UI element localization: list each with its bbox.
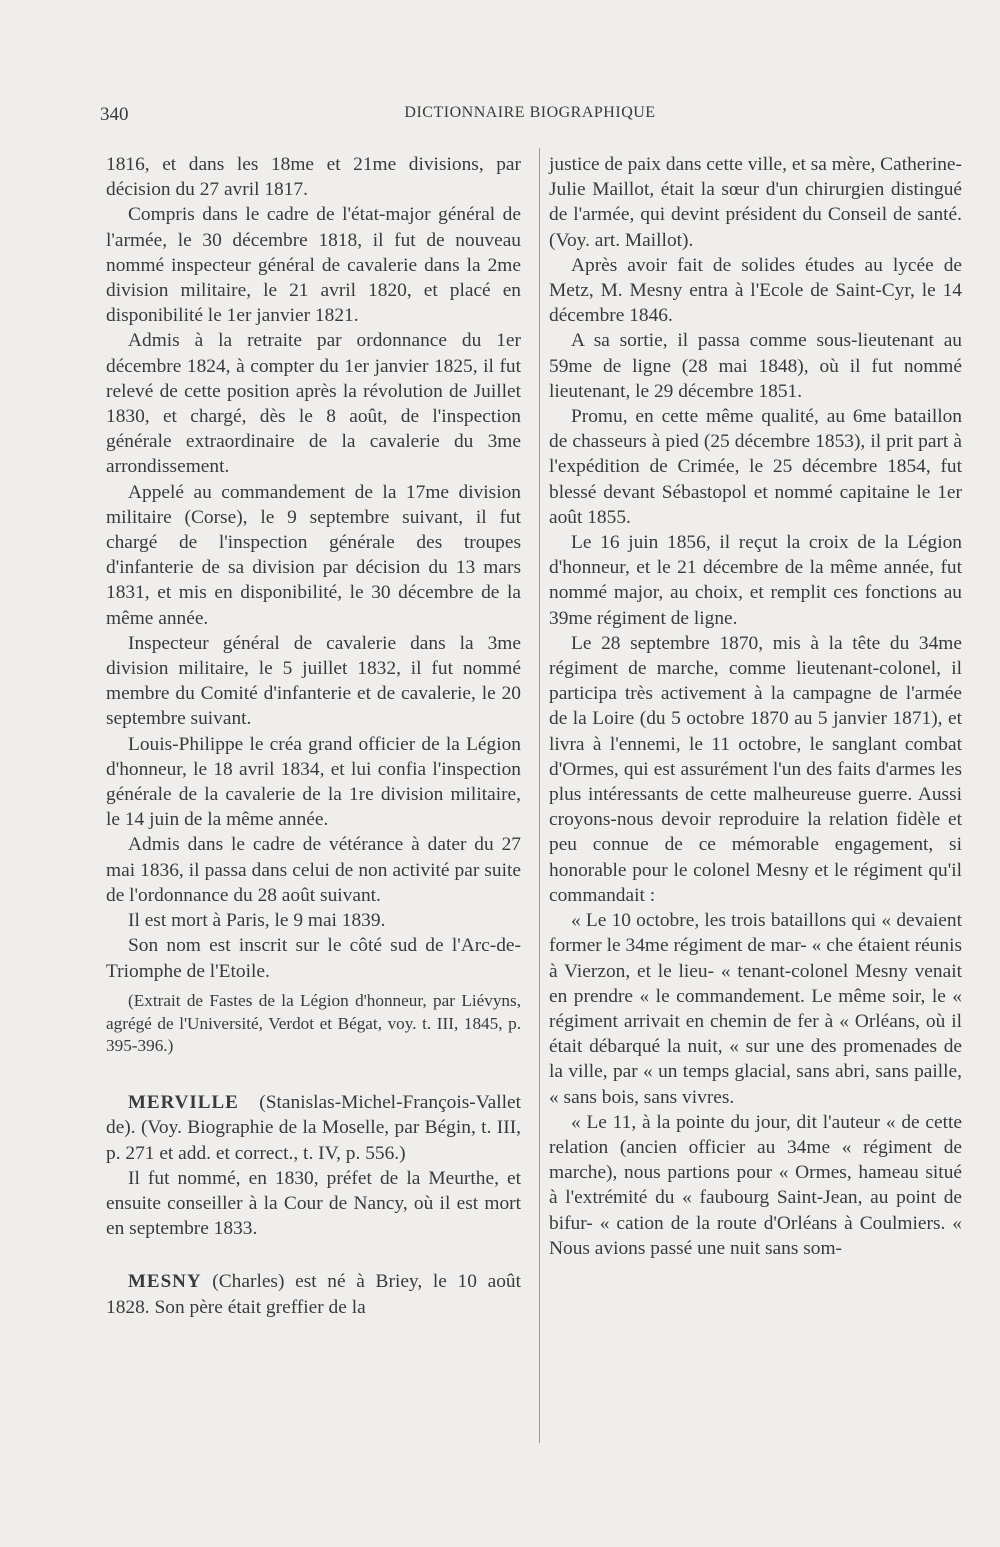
entry-headword: MESNY — [128, 1271, 202, 1293]
paragraph: « Le 10 octobre, les trois bataillons qui « devaient former le 34me régiment de mar- « che étaient réunis à Vierzon, et le lieu- « tenant-colonel Mesny venait en prendre « le commandement. Le même soir, le « régiment arrivait en chemin de fer à « Orléans, où il était débarqué la nuit, « sur une des promenades de la ville, par « un temps glacial, sans abri, sans paille, « sans bois, sans vivres. — [549, 910, 962, 1108]
paragraph: Le 16 juin 1856, il reçut la croix de la Légion d'honneur, et le 21 décembre de la même année, fut nommé major, au choix, et remplit ces fonctions au 39me régiment de ligne. — [549, 532, 962, 629]
entry-text: (Stanislas-Michel-François-Vallet de). (Voy. Biographie de la Moselle, par Bégin, t. III, p. 271 et add. et correct., t. IV, p. 556.) — [106, 1092, 521, 1164]
paragraph: Admis dans le cadre de vétérance à dater du 27 mai 1836, il passa dans celui de non activité par suite de l'ordonnance du 28 août suivant. — [106, 834, 521, 906]
entry-paragraph — [106, 1090, 521, 1166]
continued-paragraph: justice de paix dans cette ville, et sa mère, Catherine-Julie Maillot, était la sœur d'un chirurgien distingué de l'armée, qui devint président du Conseil de santé. (Voy. art. Maillot). — [549, 154, 962, 251]
paragraph: Appelé au commandement de la 17me division militaire (Corse), le 9 septembre suivant, il fut chargé de l'inspection générale des troupes d'infanterie de sa division par décision du 13 mars 1831, et mis en disponibilité, le 30 décembre de la même année. — [106, 481, 521, 629]
citation: (Extrait de Fastes de la Légion d'honneur, par Liévyns, agrégé de l'Université, Verdot et Bégat, voy. t. III, 1845, p. 395-396.) — [106, 990, 521, 1056]
paragraph: Son nom est inscrit sur le côté sud de l'Arc-de-Triomphe de l'Etoile. — [106, 935, 521, 982]
paragraph: « Le 11, à la pointe du jour, dit l'auteur « de cette relation (ancien officier au 34me « régiment de marche), nous partions pour « Ormes, hameau situé à l'extrémité du « faubourg Saint-Jean, au point de bifur- « cation de la route d'Orléans à Coulmiers. « Nous avions passé une nuit sans som- — [549, 1111, 962, 1259]
paragraph: Admis à la retraite par ordonnance du 1er décembre 1824, à compter du 1er janvier 1825, il fut relevé de cette position après la révolution de Juillet 1830, et chargé, dès le 8 août, de l'inspection générale extraordinaire de la cavalerie du 3me arrondissement. — [106, 330, 521, 478]
page-header — [100, 104, 960, 134]
paragraph: Compris dans le cadre de l'état-major général de l'armée, le 30 décembre 1818, il fut de nouveau nommé inspecteur général de cavalerie dans la 2me division militaire, le 21 avril 1820, et placé en disponibilité le 1er janvier 1821. — [106, 204, 521, 327]
paragraph: Il est mort à Paris, le 9 mai 1839. — [128, 910, 386, 932]
entry-text: (Charles) est né à Briey, le 10 août 1828. Son père était greffier de la — [106, 1271, 521, 1318]
paragraph: Le 28 septembre 1870, mis à la tête du 34me régiment de marche, comme lieutenant-colonel, il participa très activement à la campagne de l'armée de la Loire (du 5 octobre 1870 au 5 janvier 1871), et livra à l'ennemi, le 11 octobre, le sanglant combat d'Ormes, qui est assurément l'un des faits d'armes les plus intéressants de cette malheureuse guerre. Aussi croyons-nous devoir reproduire la relation fidèle et peu connue de ce mémorable engagement, si honorable pour le colonel Mesny et le régiment qu'il commandait : — [549, 632, 962, 906]
paragraph: A sa sortie, il passa comme sous-lieutenant au 59me de ligne (28 mai 1848), où il fut nommé lieutenant, le 29 décembre 1851. — [549, 330, 962, 402]
entry-paragraph — [106, 1269, 521, 1319]
page-number: 340 — [100, 104, 129, 125]
left-column — [106, 152, 521, 1320]
paragraph: Il fut nommé, en 1830, préfet de la Meurthe, et ensuite conseiller à la Cour de Nancy, où il est mort en septembre 1833. — [106, 1167, 521, 1240]
right-column — [549, 152, 962, 1261]
paragraph: Promu, en cette même qualité, au 6me bataillon de chasseurs à pied (25 décembre 1853), il prit part à l'expédition de Crimée, le 25 décembre 1854, fut blessé devant Sébastopol et nommé capitaine le 1er août 1855. — [549, 406, 962, 528]
paragraph: Inspecteur général de cavalerie dans la 3me division militaire, le 5 juillet 1832, il fut nommé membre du Comité d'infanterie et de cavalerie, le 20 septembre suivant. — [106, 632, 521, 730]
continued-paragraph: 1816, et dans les 18me et 21me divisions, par décision du 27 avril 1817. — [106, 154, 521, 201]
entry-headword: MERVILLE — [128, 1092, 239, 1114]
paragraph: Après avoir fait de solides études au lycée de Metz, M. Mesny entra à l'Ecole de Saint-Cyr, le 14 décembre 1846. — [549, 254, 962, 327]
running-title: DICTIONNAIRE BIOGRAPHIQUE — [404, 104, 656, 121]
column-rule — [539, 148, 540, 1443]
paragraph: Louis-Philippe le créa grand officier de la Légion d'honneur, le 18 avril 1834, et lui confia l'inspection générale de la cavalerie de la 1re division militaire, le 14 juin de la même année. — [106, 733, 521, 831]
